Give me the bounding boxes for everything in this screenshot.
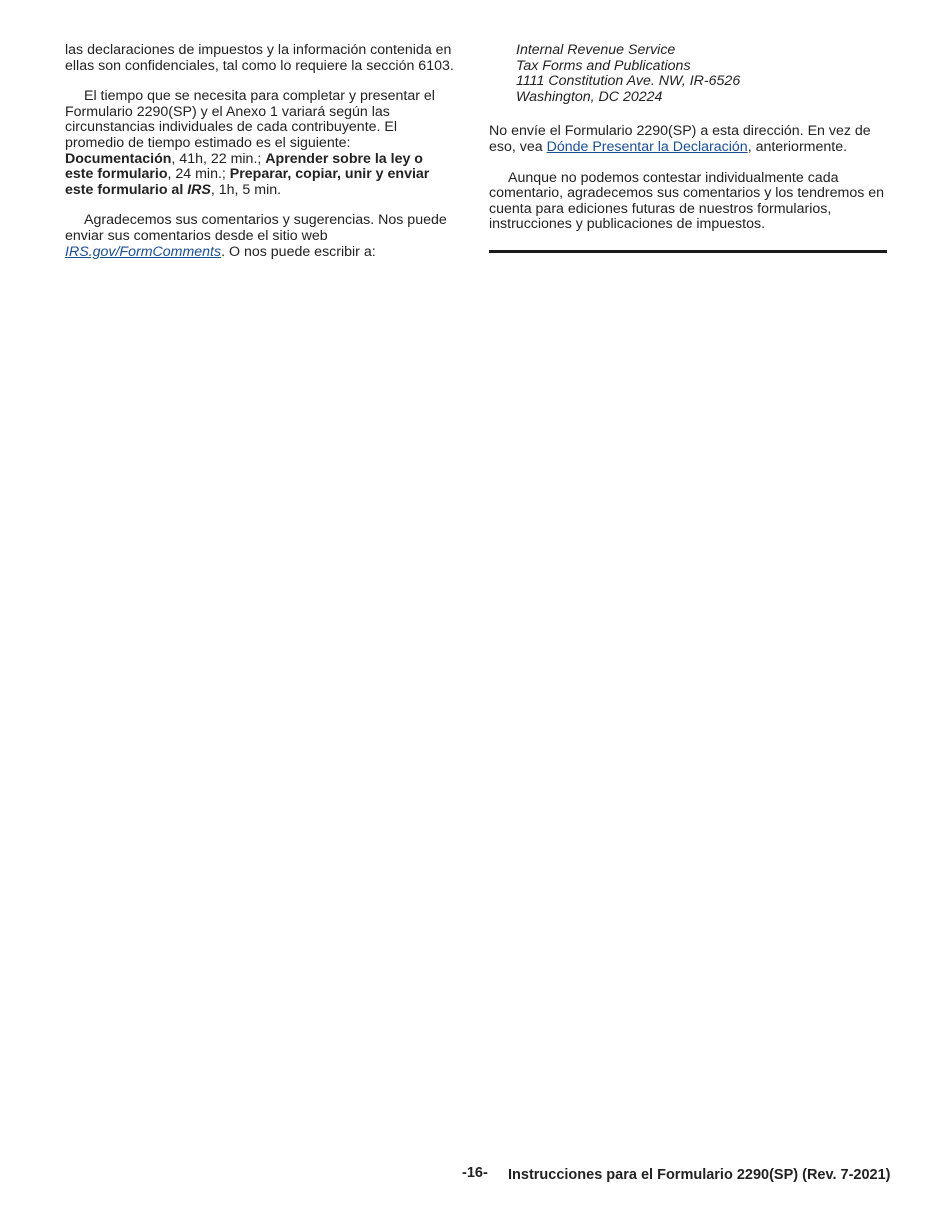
time-documentation: , 41h, 22 min.; xyxy=(171,150,266,167)
paragraph-confidentiality: las declaraciones de impuestos y la información contenida en ellas son confidenciales, tal como lo requiere la sección 6103. xyxy=(65,42,454,74)
do-not-send-intro: No envíe el Formulario 2290(SP) a esta dirección. En vez de eso, vea xyxy=(489,123,871,155)
irs-form-comments-link[interactable]: IRS.gov/FormComments xyxy=(65,243,222,260)
paragraph-comments xyxy=(65,213,455,260)
mailing-address xyxy=(489,43,887,105)
term-irs: IRS xyxy=(187,181,211,198)
page-number: -16- xyxy=(462,1165,488,1181)
paragraph-do-not-send xyxy=(489,124,887,155)
comments-intro: Agradecemos sus comentarios y sugerencias. Nos puede enviar sus comentarios desde el sitio web xyxy=(65,212,447,244)
right-column xyxy=(489,43,887,253)
term-preparing-text: Preparar, copiar, unir y enviar este formulario al xyxy=(65,166,430,198)
address-line: Washington, DC 20224 xyxy=(516,88,663,105)
term-documentation: Documentación xyxy=(65,150,172,167)
left-column xyxy=(65,43,455,260)
footer-title: Instrucciones para el Formulario 2290(SP) (Rev. 7-2021) xyxy=(508,1167,891,1183)
comments-outro: . O nos puede escribir a: xyxy=(221,243,376,260)
address-line: 1111 Constitution Ave. NW, IR-6526 xyxy=(516,73,741,90)
section-end-rule xyxy=(489,250,887,253)
address-line: Internal Revenue Service xyxy=(516,42,676,58)
address-line: Tax Forms and Publications xyxy=(516,57,691,74)
do-not-send-outro: , anteriormente. xyxy=(747,138,848,155)
paragraph-feedback: Aunque no podemos contestar individualmente cada comentario, agradecemos sus comentarios y los tendremos en cuenta para ediciones futuras de nuestros formularios, instrucciones y publicaciones de impuestos. xyxy=(489,169,885,233)
page-footer xyxy=(462,1165,891,1184)
time-preparing: , 1h, 5 min. xyxy=(210,181,282,198)
time-learning: , 24 min.; xyxy=(167,166,230,183)
time-estimate-intro: El tiempo que se necesita para completar y presentar el Formulario 2290(SP) y el Anexo 1 variará según las circunstancias individuales de cada contribuyente. El promedio de tiempo estimado es el siguiente: xyxy=(65,88,435,151)
term-learning: Aprender sobre la ley o este formulario xyxy=(65,150,423,183)
paragraph-time-estimate xyxy=(65,89,455,198)
where-to-file-link[interactable]: Dónde Presentar la Declaración xyxy=(546,138,748,155)
